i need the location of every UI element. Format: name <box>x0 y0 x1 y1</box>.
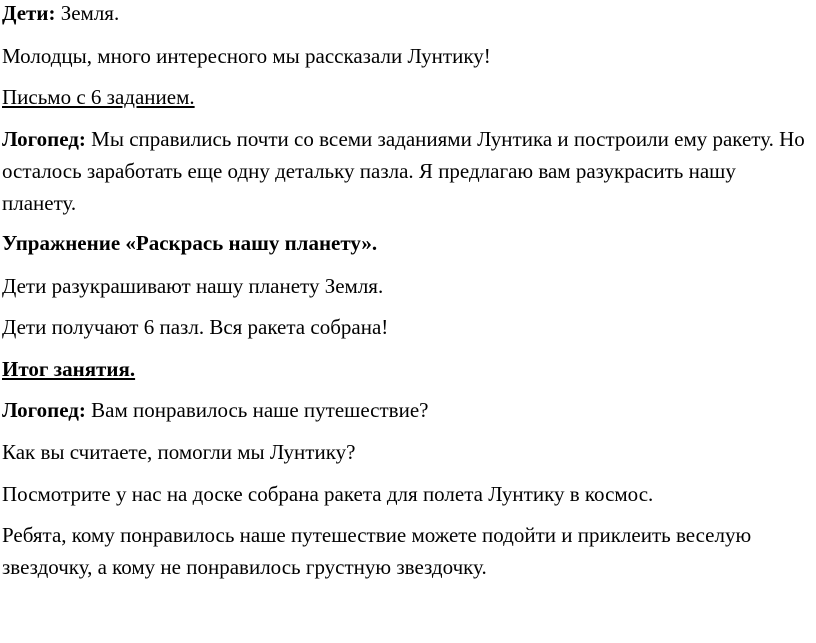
paragraph-exercise-title <box>2 229 377 258</box>
paragraph-text: Ребята, кому понравилось наше путешествие можете подойти и приклеить веселую звездочку, а кому не понравилось грустную звездочку. <box>2 523 752 579</box>
paragraph-text: Письмо с 6 заданием. <box>2 85 195 109</box>
paragraph-text: Итог занятия. <box>2 357 136 381</box>
paragraph-stars <box>2 519 807 583</box>
speaker-label: Логопед: <box>2 398 86 422</box>
paragraph-speech-therapist-2 <box>2 396 428 425</box>
paragraph-rocket <box>2 480 653 509</box>
paragraph-question <box>2 438 355 467</box>
paragraph-text: Как вы считаете, помогли мы Лунтику? <box>2 440 356 464</box>
paragraph-letter-heading <box>2 83 195 112</box>
speaker-label: Логопед: <box>2 127 86 151</box>
paragraph-speech-therapist-1 <box>2 123 807 219</box>
paragraph-text: Вам понравилось наше путешествие? <box>85 398 429 422</box>
paragraph-summary-heading <box>2 355 135 384</box>
paragraph-text: Посмотрите у нас на доске собрана ракета для полета Лунтику в космос. <box>2 482 654 506</box>
paragraph-praise <box>2 42 491 71</box>
paragraph-text: Дети разукрашивают нашу планету Земля. <box>2 274 384 298</box>
paragraph-puzzle <box>2 313 388 342</box>
paragraph-text: Упражнение «Раскрась нашу планету». <box>2 231 378 255</box>
paragraph-text: Молодцы, много интересного мы рассказали Лунтику! <box>2 44 491 68</box>
paragraph-text: Дети получают 6 пазл. Вся ракета собрана! <box>2 315 389 339</box>
paragraph-text: Мы справились почти со всеми заданиями Лунтика и построили ему ракету. Но осталось заработать еще одну детальку пазла. Я предлагаю вам разукрасить нашу планету. <box>2 127 805 215</box>
paragraph-text: Земля. <box>55 1 120 25</box>
speaker-label: Дети: <box>2 1 56 25</box>
paragraph-children-coloring <box>2 272 383 301</box>
paragraph-children-answer <box>2 0 119 28</box>
